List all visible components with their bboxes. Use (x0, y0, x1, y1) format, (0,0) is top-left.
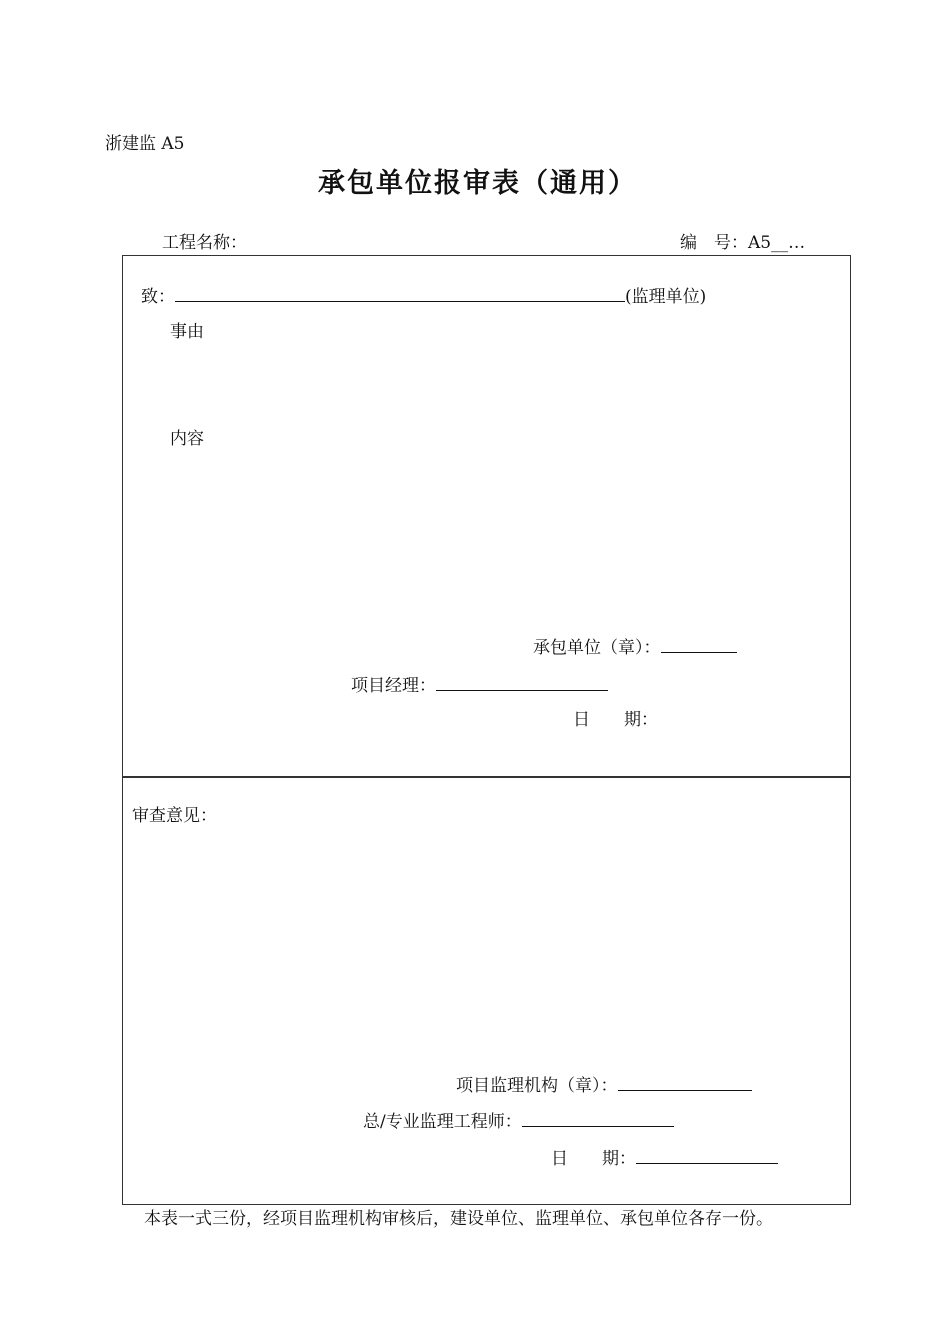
org-blank[interactable] (618, 1076, 752, 1091)
engineer-blank[interactable] (522, 1112, 674, 1127)
engineer-line (363, 1112, 674, 1131)
engineer-label: 总/专业监理工程师： (363, 1112, 522, 1132)
reason-label: 事由 (170, 322, 204, 342)
form-number (680, 235, 805, 252)
form-code: 浙建监 A5 (105, 134, 185, 154)
to-label: 致： (141, 287, 175, 307)
project-name-label: 工程名称： (162, 233, 247, 253)
org-label: 项目监理机构（章）： (456, 1076, 618, 1096)
page-title: 承包单位报审表（通用） (318, 168, 637, 199)
date-label-2: 日 期： (551, 1149, 636, 1169)
number-value: A5__… (748, 233, 806, 253)
review-section (122, 776, 851, 1205)
date-line-2 (551, 1149, 778, 1168)
to-suffix: (监理单位) (625, 287, 707, 307)
to-line (141, 287, 706, 306)
number-label: 编 号： (680, 233, 748, 253)
opinion-label: 审查意见： (132, 806, 217, 826)
date-blank-2[interactable] (636, 1149, 778, 1164)
submission-section (122, 255, 851, 778)
pm-blank[interactable] (436, 676, 608, 691)
supervisor-unit-blank[interactable] (175, 287, 625, 302)
contractor-stamp-line (533, 638, 737, 657)
date-line-1: 日 期： (573, 710, 658, 730)
content-label: 内容 (170, 429, 204, 449)
contractor-label: 承包单位（章）： (533, 638, 661, 658)
supervision-org-line (456, 1076, 752, 1095)
contractor-blank[interactable] (661, 638, 737, 653)
project-manager-line (351, 676, 608, 695)
pm-label: 项目经理： (351, 676, 436, 696)
footer-note: 本表一式三份，经项目监理机构审核后，建设单位、监理单位、承包单位各存一份。 (144, 1209, 773, 1229)
